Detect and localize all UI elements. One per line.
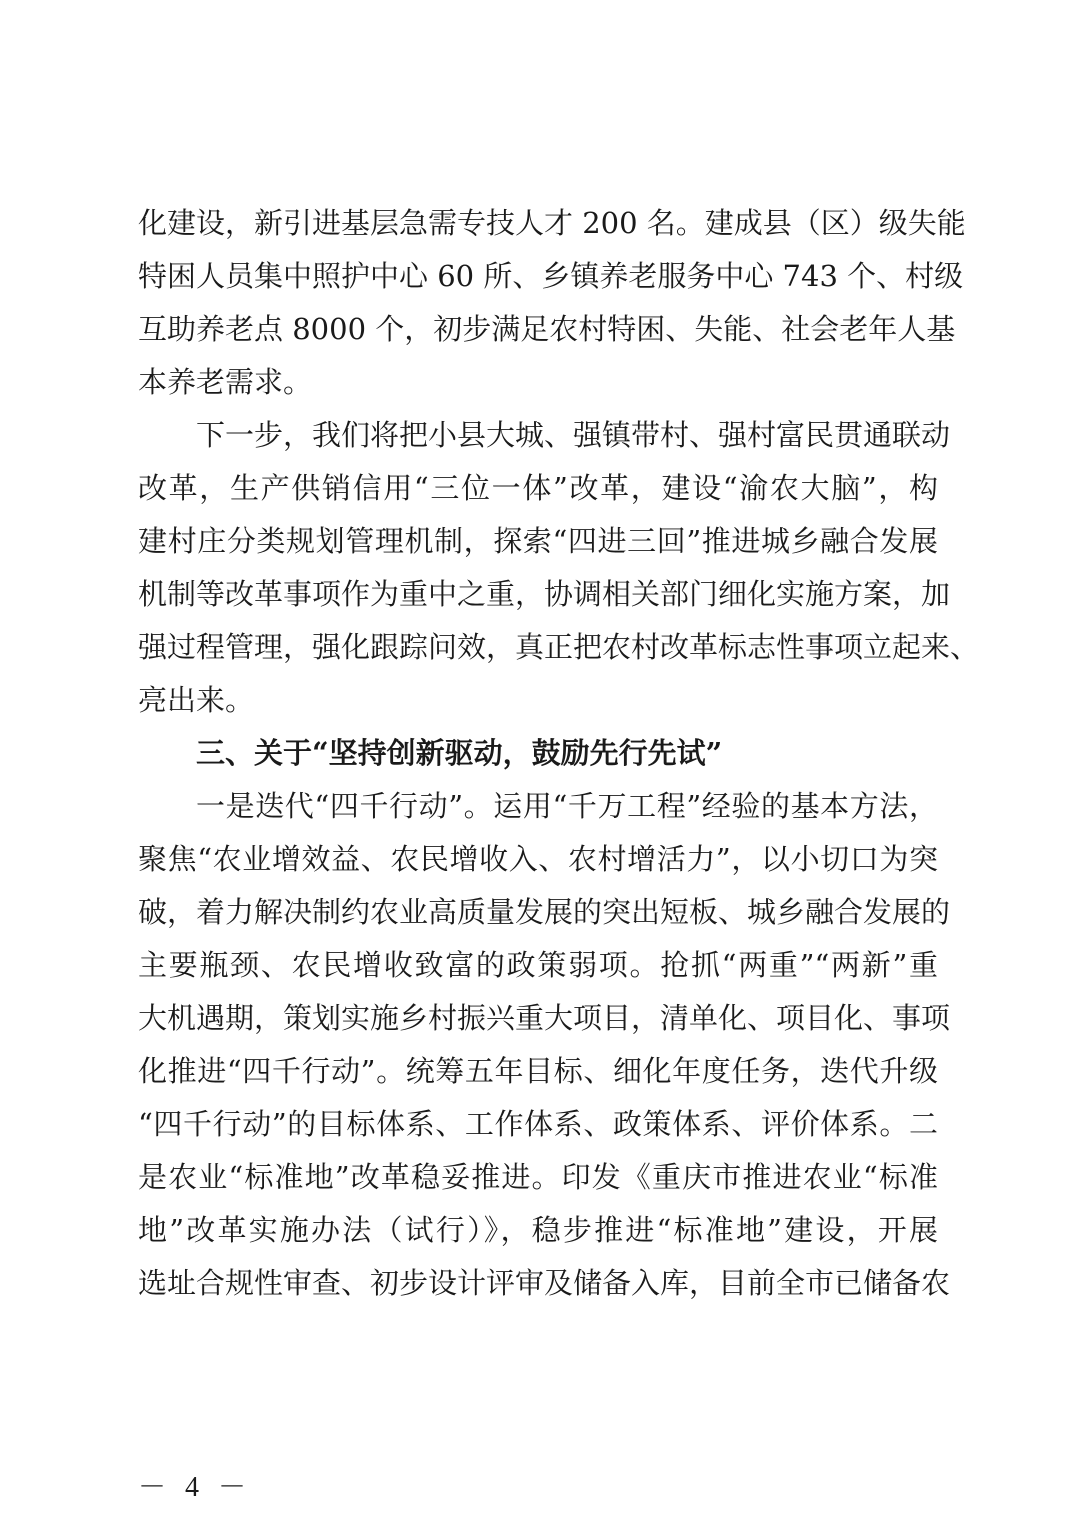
- text-line: 亮出来。: [138, 683, 255, 717]
- text-line: 化推进“四千行动”。统筹五年目标、细化年度任务，迭代升级: [138, 1054, 938, 1088]
- text-line: 特困人员集中照护中心 60 所、乡镇养老服务中心 743 个、村级: [138, 259, 964, 293]
- text-line: “四千行动”的目标体系、工作体系、政策体系、评价体系。二: [138, 1107, 938, 1141]
- text-line: 机制等改革事项作为重中之重，协调相关部门细化实施方案，加: [138, 577, 951, 611]
- page-number: － 4 －: [138, 1472, 253, 1503]
- section-heading: [138, 727, 938, 780]
- text-line: 地”改革实施办法（试行）》，稳步推进“标准地”建设，开展: [138, 1213, 938, 1247]
- text-line: 强过程管理，强化跟踪问效，真正把农村改革标志性事项立起来、: [138, 630, 980, 664]
- text-line: 一是迭代“四千行动”。运用“千万工程”经验的基本方法，: [196, 789, 938, 823]
- heading-text: 三、关于“坚持创新驱动，鼓励先行先试”: [196, 736, 723, 770]
- text-line: 下一步，我们将把小县大城、强镇带村、强村富民贯通联动: [196, 418, 951, 452]
- text-line: 破，着力解决制约农业高质量发展的突出短板、城乡融合发展的: [138, 895, 951, 929]
- text-line: 化建设，新引进基层急需专技人才 200 名。建成县（区）级失能: [138, 206, 966, 240]
- text-line: 大机遇期，策划实施乡村振兴重大项目，清单化、项目化、事项: [138, 1001, 951, 1035]
- document-body: [138, 197, 980, 1310]
- text-line: 选址合规性审查、初步设计评审及储备入库，目前全市已储备农: [138, 1266, 951, 1300]
- text-line: 互助养老点 8000 个，初步满足农村特困、失能、社会老年人基: [138, 312, 956, 346]
- text-line: 改革，生产供销信用“三位一体”改革，建设“渝农大脑”，构: [138, 471, 938, 505]
- paragraph-next-step: [138, 409, 980, 727]
- paragraph-innovation: [138, 780, 951, 1310]
- text-line: 是农业“标准地”改革稳妥推进。印发《重庆市推进农业“标准: [138, 1160, 938, 1194]
- paragraph-rural-care: [138, 197, 966, 409]
- text-line: 本养老需求。: [138, 365, 313, 399]
- text-line: 建村庄分类规划管理机制，探索“四进三回”推进城乡融合发展: [138, 524, 938, 558]
- text-line: 主要瓶颈、农民增收致富的政策弱项。抢抓“两重”“两新”重: [138, 948, 938, 982]
- text-line: 聚焦“农业增效益、农民增收入、农村增活力”，以小切口为突: [138, 842, 938, 876]
